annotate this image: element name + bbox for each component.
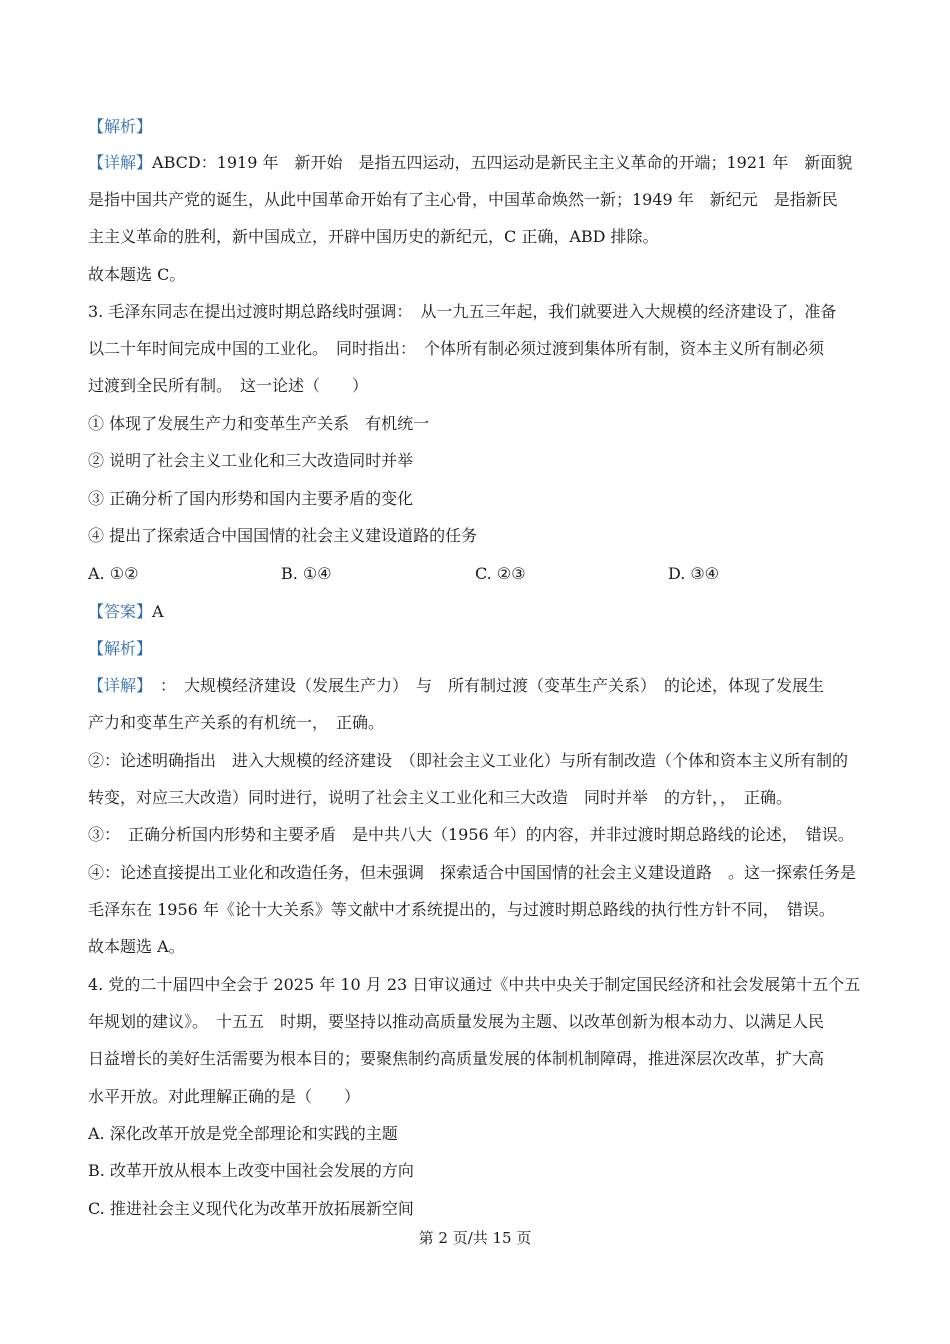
conclusion: 故本题选 C。 bbox=[88, 265, 186, 284]
question-stem: 水平开放。对此理解正确的是（ ） bbox=[88, 1087, 361, 1106]
statement: ① 体现了发展生产力和变革生产关系 有机统一 bbox=[88, 414, 430, 433]
option-b: B. ①④ bbox=[281, 564, 332, 583]
option-d: D. ③④ bbox=[668, 564, 720, 583]
page-footer: 第 2 页/共 15 页 bbox=[418, 1229, 532, 1247]
option-a: A. ①② bbox=[88, 564, 139, 583]
question-stem: 3. 毛泽东同志在提出过渡时期总路线时强调： 从一九五三年起，我们就要进入大规模的经济建设了，准备 bbox=[88, 302, 837, 321]
detail-line: 产力和变革生产关系的有机统一， 正确。 bbox=[88, 713, 385, 732]
analysis-tag: 【解析】 bbox=[88, 117, 153, 136]
option-c: C. ②③ bbox=[475, 564, 526, 583]
statement: ③ 正确分析了国内形势和国内主要矛盾的变化 bbox=[88, 489, 414, 508]
detail-line: ③： 正确分析国内形势和主要矛盾 是中共八大（1956 年）的内容，并非过渡时期总路线的论述， 错误。 bbox=[88, 825, 854, 844]
option-c: C. 推进社会主义现代化为改革开放拓展新空间 bbox=[88, 1199, 414, 1218]
conclusion: 故本题选 A。 bbox=[88, 937, 185, 956]
statement: ④ 提出了探索适合中国国情的社会主义建设道路的任务 bbox=[88, 526, 478, 545]
question-stem: 过渡到全民所有制。 这一论述（ ） bbox=[88, 376, 369, 395]
detail-line: 转变，对应三大改造）同时进行，说明了社会主义工业化和三大改造 同时并举 的方针，， 正确。 bbox=[88, 788, 793, 807]
analysis-tag: 【解析】 bbox=[88, 639, 153, 658]
option-a: A. 深化改革开放是党全部理论和实践的主题 bbox=[88, 1124, 398, 1143]
detail-text: ： 大规模经济建设（发展生产力） 与 所有制过渡（变革生产关系） 的论述，体现了发展生 bbox=[144, 676, 825, 695]
option-b: B. 改革开放从根本上改变中国社会发展的方向 bbox=[88, 1161, 414, 1180]
detail-line: 是指中国共产党的诞生，从此中国革命开始有了主心骨，中国革命焕然一新；1949 年 新纪元 是指新民 bbox=[88, 190, 838, 209]
detail-text: ABCD：1919 年 新开始 是指五四运动，五四运动是新民主主义革命的开端；1921 年 新面貌 bbox=[152, 153, 853, 172]
question-stem: 日益增长的美好生活需要为根本目的；要聚焦制约高质量发展的体制机制障碍，推进深层次改革，扩大高 bbox=[88, 1049, 825, 1068]
question-stem: 年规划的建议》。 十五五 时期，要坚持以推动高质量发展为主题、以改革创新为根本动力、以满足人民 bbox=[88, 1012, 825, 1031]
detail-line: 主主义革命的胜利，新中国成立，开辟中国历史的新纪元，C 正确，ABD 排除。 bbox=[88, 227, 659, 246]
detail-line: 毛泽东在 1956 年《论十大关系》等文献中才系统提出的，与过渡时期总路线的执行性方针不同， 错误。 bbox=[88, 900, 835, 919]
question-stem: 以二十年时间完成中国的工业化。 同时指出： 个体所有制必须过渡到集体所有制，资本主义所有制必须 bbox=[88, 339, 825, 358]
detail-line bbox=[88, 675, 824, 697]
detail-line bbox=[88, 152, 852, 174]
detail-tag: 【详解】 bbox=[88, 153, 153, 172]
answer-value: A bbox=[152, 602, 164, 621]
statement: ② 说明了社会主义工业化和三大改造同时并举 bbox=[88, 451, 414, 470]
detail-line: ②：论述明确指出 进入大规模的经济建设 （即社会主义工业化）与所有制改造（个体和资本主义所有制的 bbox=[88, 751, 849, 770]
answer-tag: 【答案】 bbox=[88, 602, 153, 621]
detail-tag: 【详解】 bbox=[88, 676, 145, 695]
answer-line bbox=[88, 601, 164, 623]
detail-line: ④：论述直接提出工业化和改造任务，但未强调 探索适合中国国情的社会主义建设道路 。这一探索任务是 bbox=[88, 863, 857, 882]
question-stem: 4. 党的二十届四中全会于 2025 年 10 月 23 日审议通过《中共中央关于制定国民经济和社会发展第十五个五 bbox=[88, 975, 861, 994]
